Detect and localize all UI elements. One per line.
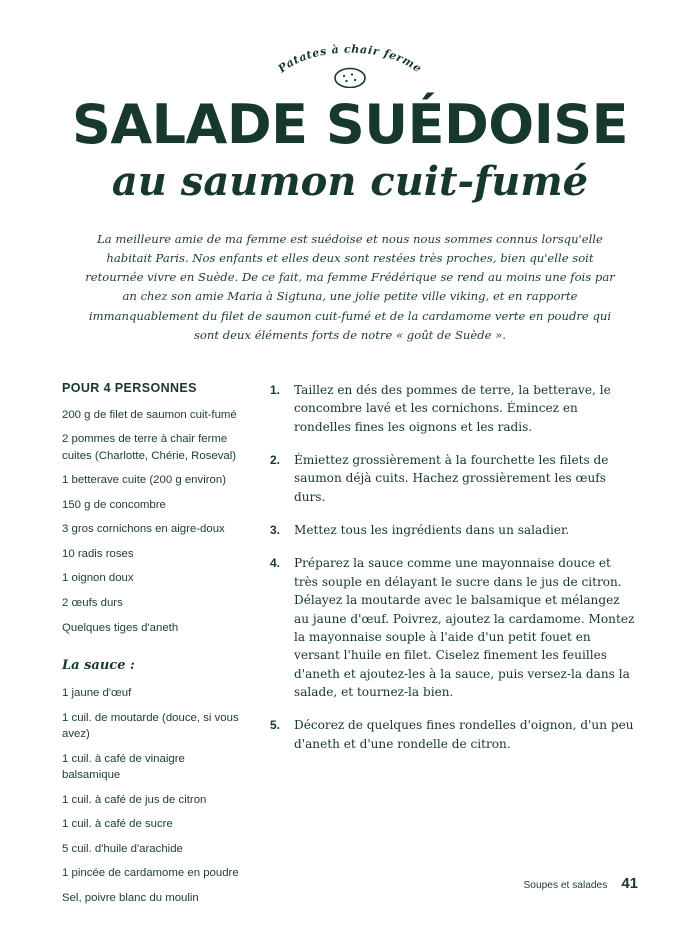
list-item: 10 radis roses <box>62 547 134 560</box>
list-item: 1 cuil. à café de vinaigre balsamique <box>62 752 185 782</box>
potato-badge <box>266 34 434 88</box>
recipe-title: SALADE SUÉDOISE <box>71 93 629 156</box>
servings-heading: POUR 4 PERSONNES <box>62 380 197 395</box>
step-item <box>270 521 638 539</box>
step-text: Préparez la sauce comme une mayonnaise douce et très souple en délayant le sucre dans le jus de citron. Délayez la moutarde avec le balsamique et mélangez au jaune d'œuf. Poivrez, ajoutez la cardamome. Montez la mayonnaise souple à l'aide d'un petit fouet en versant l'huile en filet. Ciselez finement les feuilles d'aneth et ajoutez-les à la sauce, puis versez-la dans la salade, et tournez-la bien. <box>294 556 635 699</box>
step-item <box>270 381 638 436</box>
recipe-intro: La meilleure amie de ma femme est suédoise et nous nous sommes connus lorsqu'elle habitait Paris. Nos enfants et elles deux sont restées très proches, bien qu'elle soit retournée vivre en Suède. De ce fait, ma femme Frédérique se rend au moins une fois par an chez son amie Maria à Sigtuna, une jolie petite ville viking, et en rapporte immanquablement du filet de saumon cuit-fumé et de la cardamome verte en poudre qui sont deux éléments forts de notre « goût de Suède ». <box>85 232 615 342</box>
list-item: 2 œufs durs <box>62 597 123 609</box>
steps-list <box>270 381 638 753</box>
step-item <box>270 554 638 701</box>
sauce-heading: La sauce : <box>62 658 135 674</box>
list-item: 2 pommes de terre à chair ferme cuites (Charlotte, Chérie, Roseval) <box>62 433 237 462</box>
step-number: 3. <box>270 523 281 537</box>
step-number: 1. <box>270 382 281 397</box>
recipe-body <box>62 381 638 915</box>
step-number: 5. <box>270 718 281 733</box>
list-item: 3 gros cornichons en aigre-doux <box>62 523 225 536</box>
list-item: 5 cuil. d'huile d'arachide <box>62 842 183 855</box>
sauce-ingredients-list <box>62 685 242 906</box>
list-item: 1 jaune d'œuf <box>62 687 132 700</box>
recipe-page <box>0 26 700 928</box>
list-item: 1 betterave cuite (200 g environ) <box>62 474 226 487</box>
step-text: Décorez de quelques fines rondelles d'oignon, d'un peu d'aneth et d'une rondelle de citron. <box>294 718 634 751</box>
ingredients-column <box>62 381 252 915</box>
list-item: 1 cuil. de moutarde (douce, si vous avez) <box>62 711 239 741</box>
list-item: 1 oignon doux <box>62 572 134 585</box>
list-item: 200 g de filet de saumon cuit-fumé <box>62 408 237 421</box>
potato-icon <box>335 69 365 88</box>
recipe-subtitle: au saumon cuit-fumé <box>111 158 589 205</box>
list-item: 1 cuil. à café de sucre <box>62 818 173 831</box>
list-item: 150 g de concombre <box>62 498 166 511</box>
list-item: 1 pincée de cardamome en poudre <box>62 867 239 880</box>
list-item: Quelques tiges d'aneth <box>62 621 179 634</box>
step-text: Émiettez grossièrement à la fourchette les filets de saumon déjà cuits. Hachez grossièrement les œufs durs. <box>294 452 609 504</box>
step-item <box>270 451 638 506</box>
step-text: Taillez en dés des pommes de terre, la betterave, le concombre lavé et les cornichons. Émincez en rondelles fines les oignons et les radis. <box>294 382 611 434</box>
svg-text:Patates à chair ferme: Patates à chair ferme <box>275 42 425 76</box>
step-number: 4. <box>270 556 281 571</box>
footer-section-label: Soupes et salades <box>523 880 608 891</box>
list-item: Sel, poivre blanc du moulin <box>62 891 199 904</box>
badge-container <box>62 26 638 94</box>
step-item <box>270 716 638 753</box>
page-number: 41 <box>621 875 638 892</box>
ingredients-list <box>62 407 242 636</box>
page-footer <box>62 875 638 892</box>
step-text: Mettez tous les ingrédients dans un saladier. <box>294 523 570 537</box>
list-item: 1 cuil. à café de jus de citron <box>62 793 207 806</box>
step-number: 2. <box>270 452 281 467</box>
steps-column <box>252 381 638 915</box>
